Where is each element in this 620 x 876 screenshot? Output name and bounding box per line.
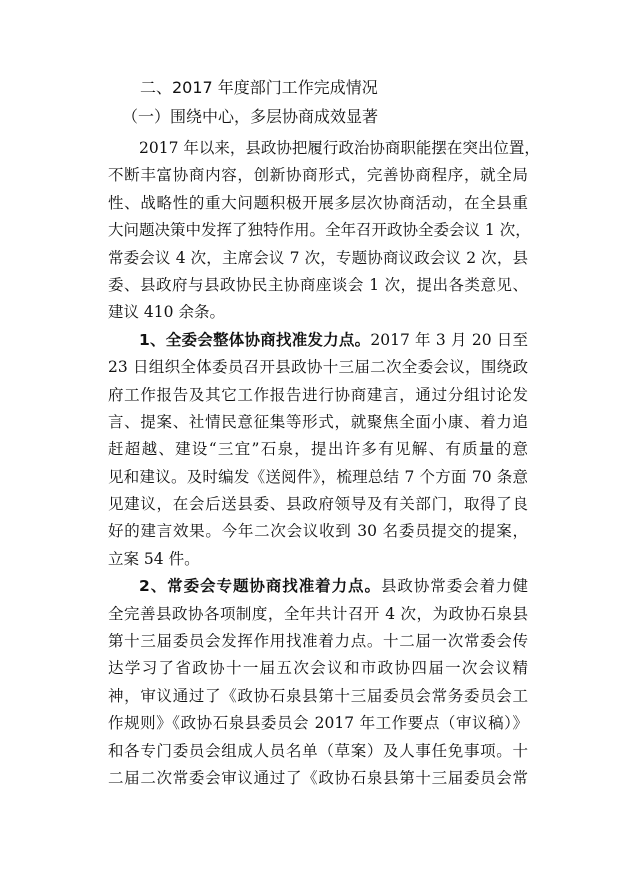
text-line: 建议 410 余条。 [108, 303, 225, 322]
text-line: 23 日组织全体委员召开县政协十三届二次全委会议，围绕政 [108, 358, 528, 377]
paragraph-plenary [108, 327, 528, 574]
text-line: 性、战略性的重大问题积极开展多层次协商活动，在全县重 [108, 193, 528, 212]
text-line: 全完善县政协各项制度，全年共计召开 4 次，为政协石泉县 [108, 604, 528, 623]
text-line: 委、县政府与县政协民主协商座谈会 1 次，提出各类意见、 [108, 275, 528, 294]
paragraph-overview [108, 135, 540, 327]
paragraph-standing-committee [108, 573, 528, 792]
text-line: 二届二次常委会审议通过了《政协石泉县第十三届委员会常 [108, 768, 528, 787]
text-line: 达学习了省政协十一届五次会议和市政协四届一次会议精 [108, 659, 528, 678]
subsection-heading: （一）围绕中心，多层协商成效显著 [122, 107, 379, 126]
text-line: 2017 年以来，县政协把履行政治协商职能摆在突出位置， [139, 139, 540, 157]
text-line: 府工作报告及其它工作报告进行协商建言，通过分组讨论发 [108, 385, 528, 404]
text-line: 第十三届委员会发挥作用找准着力点。十二届一次常委会传 [108, 632, 528, 651]
text-run: 县政协常委会着力健 [380, 577, 528, 596]
text-line: 大问题决策中发挥了独特作用。全年召开政协全委会议 1 次， [108, 221, 531, 240]
text-line: 常委会议 4 次，主席会议 7 次，专题协商议政会议 2 次，县 [108, 248, 528, 267]
text-line: 作规则》《政协石泉县委员会 2017 年工作要点（审议稿）》 [108, 714, 528, 733]
text-line: 不断丰富协商内容，创新协商形式，完善协商程序，就全局 [108, 166, 528, 185]
text-line [108, 573, 528, 600]
document-body [108, 76, 540, 792]
text-line: 和各专门委员会组成人员名单（草案）及人事任免事项。十 [108, 741, 528, 760]
text-line: 神，审议通过了《政协石泉县第十三届委员会常务委员会工 [108, 686, 528, 705]
text-line: 赶超越、建设“三宜”石泉，提出许多有见解、有质量的意 [108, 440, 528, 459]
text-line: 立案 54 件。 [108, 549, 200, 568]
section-heading: 二、2017 年度部门工作完成情况 [140, 78, 378, 97]
text-run: 2017 年 3 月 20 日至 [370, 330, 528, 349]
paragraph-title: 1、全委会整体协商找准发力点。 [139, 330, 371, 349]
paragraph-title: 2、常委会专题协商找准着力点。 [139, 577, 381, 596]
text-line: 好的建言效果。今年二次会议收到 30 名委员提交的提案， [108, 522, 528, 541]
text-line: 言、提案、社情民意征集等形式，就聚焦全面小康、着力追 [108, 412, 528, 431]
text-line [108, 327, 528, 354]
text-line: 见建议，在会后送县委、县政府领导及有关部门，取得了良 [108, 495, 528, 514]
text-line: 见和建议。及时编发《送阅件》，梳理总结 7 个方面 70 条意 [108, 467, 528, 486]
